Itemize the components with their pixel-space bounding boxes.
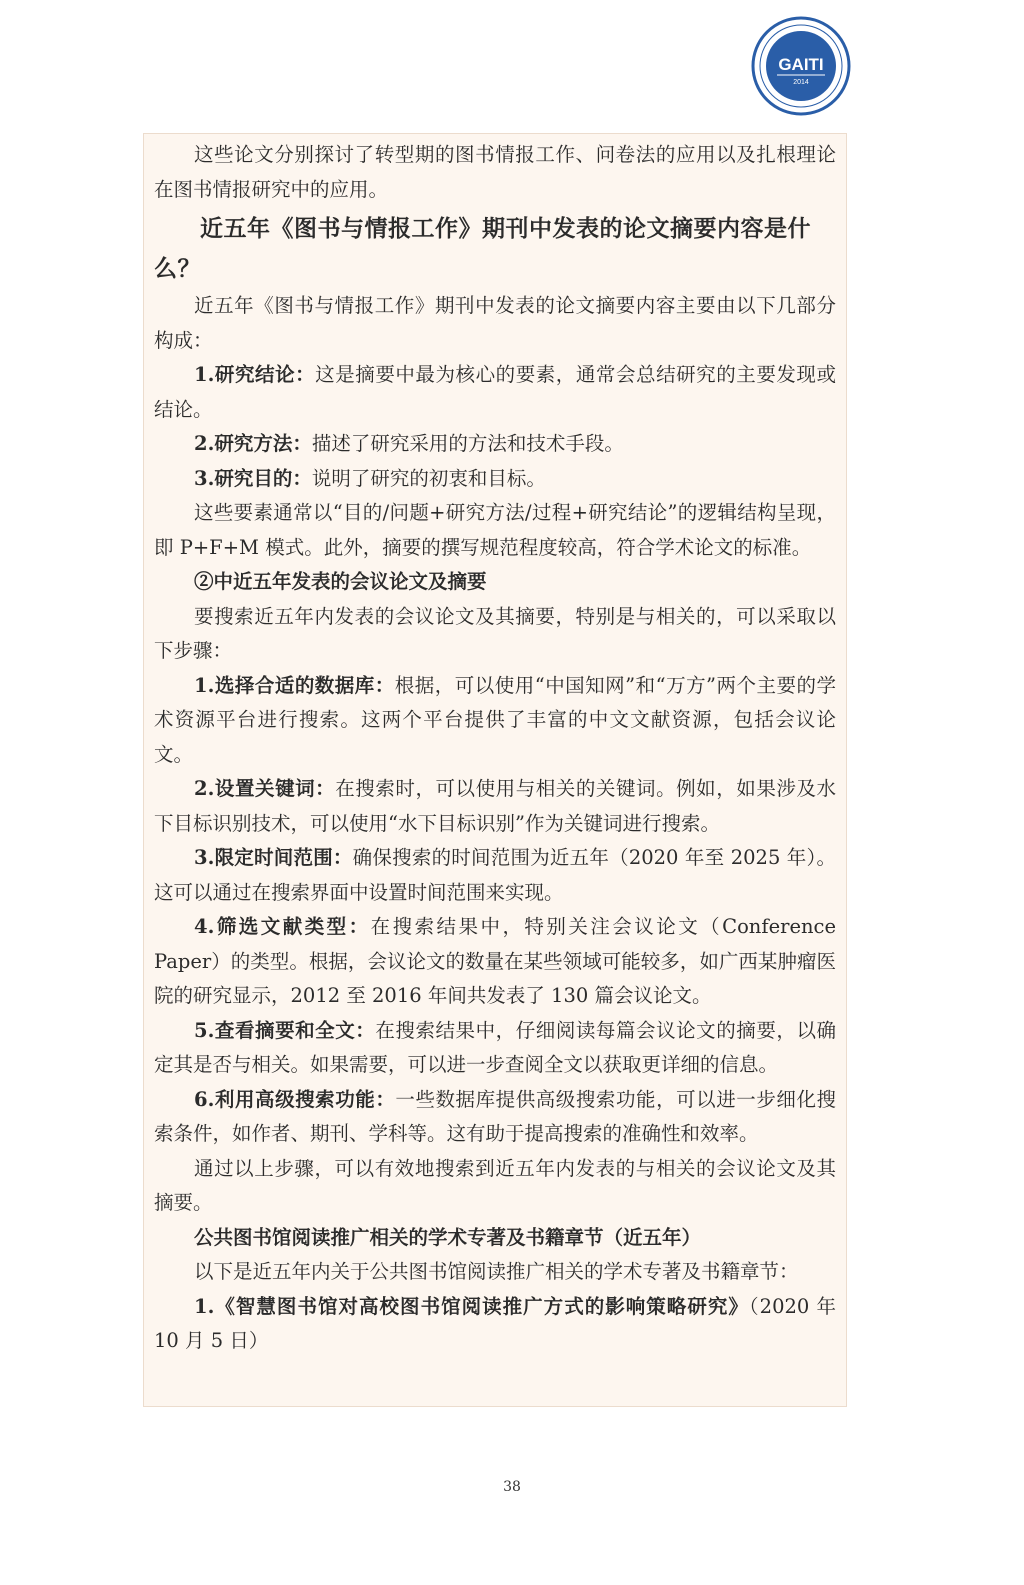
book-title: 1.《智慧图书馆对高校图书馆阅读推广方式的影响策略研究》 bbox=[194, 1294, 749, 1318]
institute-logo bbox=[751, 16, 851, 116]
step-text: 在搜索时，可以使用与相关的关键词。例如，如果涉及水下目标识别技术，可以使用“水下目标识别”作为关键词进行搜索。 bbox=[154, 777, 836, 835]
subheading-books bbox=[154, 1221, 836, 1256]
abstract-item-3 bbox=[154, 462, 836, 497]
paragraph-books-intro: 以下是近五年内关于公共图书馆阅读推广相关的学术专著及书籍章节： bbox=[194, 1260, 799, 1283]
book-date: （2020 年 10 月 5 日） bbox=[154, 1294, 837, 1352]
search-step-3 bbox=[154, 841, 836, 910]
abstract-item-2 bbox=[154, 427, 836, 462]
item-label: 2.研究方法： bbox=[194, 432, 312, 455]
item-label: 1.研究结论： bbox=[194, 363, 316, 386]
step-text: 确保搜索的时间范围为近五年（2020 年至 2025 年）。这可以通过在搜索界面中设置时间范围来实现。 bbox=[154, 846, 836, 904]
page-number: 38 bbox=[503, 1479, 521, 1495]
step-text: 根据，可以使用“中国知网”和“万方”两个主要的学术资源平台进行搜索。这两个平台提供了丰富的中文文献资源，包括会议论文。 bbox=[154, 673, 836, 766]
step-label: 4.筛选文献类型： bbox=[194, 915, 371, 938]
search-step-5 bbox=[154, 1014, 836, 1083]
content-panel bbox=[143, 133, 847, 1407]
item-text: 说明了研究的初衷和目标。 bbox=[311, 466, 546, 490]
paragraph-structure: 这些要素通常以“目的/问题+研究方法/过程+研究结论”的逻辑结构呈现，即 P+F+M 模式。此外，摘要的撰写规范程度较高，符合学术论文的标准。 bbox=[154, 501, 836, 559]
paragraph-intro: 这些论文分别探讨了转型期的图书情报工作、问卷法的应用以及扎根理论在图书情报研究中的应用。 bbox=[154, 143, 836, 201]
gaiti-seal-icon bbox=[751, 16, 851, 116]
search-step-4 bbox=[154, 910, 836, 1014]
book-item-1 bbox=[154, 1290, 836, 1359]
step-text: 一些数据库提供高级搜索功能，可以进一步细化搜索条件，如作者、期刊、学科等。这有助于提高搜索的准确性和效率。 bbox=[154, 1087, 836, 1145]
subheading-conference bbox=[154, 565, 836, 600]
section-question: 近五年《图书与情报工作》期刊中发表的论文摘要内容是什么？ bbox=[154, 215, 811, 282]
svg-text:GAITI: GAITI bbox=[778, 55, 824, 74]
step-text: 在搜索结果中，特别关注会议论文（Conference Paper）的类型。根据，会议论文的数量在某些领域可能较多，如广西某肿瘤医院的研究显示，2012 至 2016 年间共发表了 130 篇会议论文。 bbox=[154, 915, 837, 1007]
search-step-6 bbox=[154, 1083, 836, 1152]
subheading-text: 公共图书馆阅读推广相关的学术专著及书籍章节（近五年） bbox=[194, 1225, 702, 1249]
step-label: 1.选择合适的数据库： bbox=[194, 673, 395, 697]
item-text: 这是摘要中最为核心的要素，通常会总结研究的主要发现或结论。 bbox=[154, 363, 836, 421]
step-label: 5.查看摘要和全文： bbox=[194, 1018, 376, 1042]
search-step-2 bbox=[154, 772, 836, 841]
svg-text:2014: 2014 bbox=[793, 79, 809, 86]
abstract-item-1 bbox=[154, 358, 836, 427]
paragraph-search-intro: 要搜索近五年内发表的会议论文及其摘要，特别是与相关的，可以采取以下步骤： bbox=[154, 604, 836, 662]
paragraph-search-summary: 通过以上步骤，可以有效地搜索到近五年内发表的与相关的会议论文及其摘要。 bbox=[154, 1156, 836, 1214]
search-step-1 bbox=[154, 669, 836, 773]
item-text: 描述了研究采用的方法和技术手段。 bbox=[311, 432, 624, 455]
subheading-text: ②中近五年发表的会议论文及摘要 bbox=[194, 570, 487, 593]
paragraph-abstract-parts: 近五年《图书与情报工作》期刊中发表的论文摘要内容主要由以下几部分构成： bbox=[154, 294, 836, 352]
step-label: 2.设置关键词： bbox=[194, 777, 336, 800]
step-text: 在搜索结果中，仔细阅读每篇会议论文的摘要，以确定其是否与相关。如果需要，可以进一步查阅全文以获取更详细的信息。 bbox=[154, 1018, 836, 1076]
step-label: 3.限定时间范围： bbox=[194, 846, 353, 869]
step-label: 6.利用高级搜索功能： bbox=[194, 1087, 396, 1111]
item-label: 3.研究目的： bbox=[194, 466, 312, 490]
